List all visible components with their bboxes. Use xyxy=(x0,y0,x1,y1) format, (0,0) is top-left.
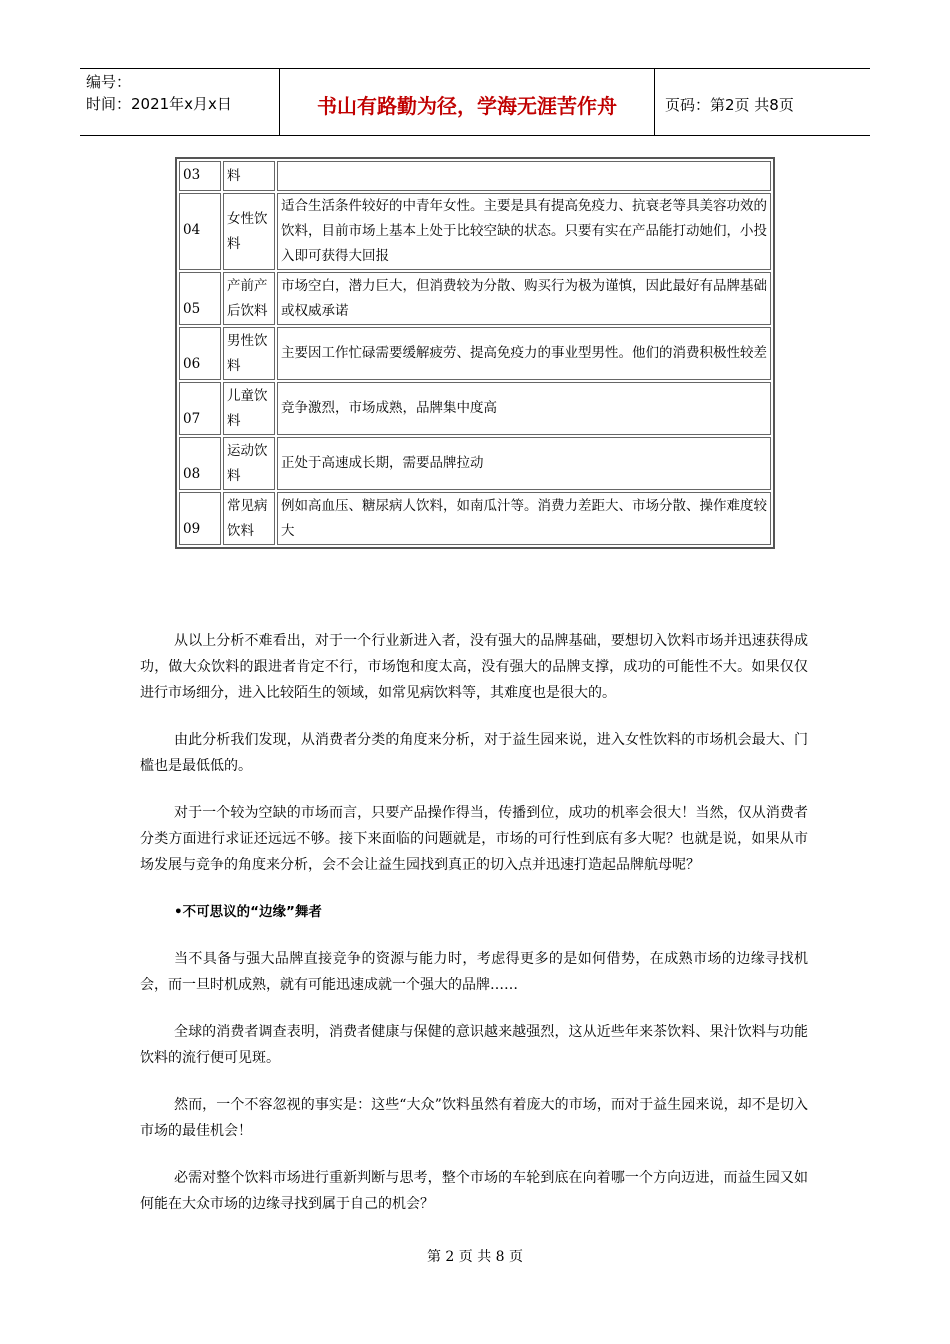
row-description xyxy=(277,161,771,191)
paragraph: 从以上分析不难看出，对于一个行业新进入者，没有强大的品牌基础，要想切入饮料市场并迅速获得成功，做大众饮料的跟进者肯定不行，市场饱和度太高，没有强大的品牌支撑，成功的可能性不大。如果仅仅进行市场细分，进入比较陌生的领域，如常见病饮料等，其难度也是很大的。 xyxy=(140,633,808,701)
table-row xyxy=(179,327,771,380)
table-row xyxy=(179,161,771,191)
segment-table xyxy=(175,157,775,549)
row-number: 04 xyxy=(179,193,221,270)
row-category: 男性饮料 xyxy=(223,327,275,380)
table-row xyxy=(179,492,771,545)
code-label: 编号： xyxy=(86,73,132,91)
row-category: 运动饮料 xyxy=(223,437,275,490)
row-number: 05 xyxy=(179,272,221,325)
paragraph: 由此分析我们发现，从消费者分类的角度来分析，对于益生园来说，进入女性饮料的市场机会最大、门槛也是最低低的。 xyxy=(140,732,808,774)
row-category: 女性饮料 xyxy=(223,193,275,270)
header-page-label: 页码：第2页 共8页 xyxy=(665,95,794,114)
row-description: 例如高血压、糖尿病人饮料，如南瓜汁等。消费力差距大、市场分散、操作难度较大 xyxy=(277,492,771,545)
row-number: 07 xyxy=(179,382,221,435)
row-number: 08 xyxy=(179,437,221,490)
row-category: 常见病饮料 xyxy=(223,492,275,545)
table-row xyxy=(179,382,771,435)
section-heading: •不可思议的“边缘”舞者 xyxy=(174,904,322,920)
row-category: 产前产后饮料 xyxy=(223,272,275,325)
date-label: 时间：2021年x月x日 xyxy=(86,95,232,113)
row-description: 竞争激烈，市场成熟，品牌集中度高 xyxy=(277,382,771,435)
paragraph: 对于一个较为空缺的市场而言，只要产品操作得当，传播到位，成功的机率会很大！当然，仅从消费者分类方面进行求证还远远不够。接下来面临的问题就是，市场的可行性到底有多大呢？也就是说，如果从市场发展与竞争的角度来分析，会不会让益生园找到真正的切入点并迅速打造起品牌航母呢？ xyxy=(140,805,808,873)
row-number: 06 xyxy=(179,327,221,380)
row-category: 料 xyxy=(223,161,275,191)
table-row xyxy=(179,193,771,270)
page-footer: 第 2 页 共 8 页 xyxy=(426,1249,524,1265)
table-row xyxy=(179,437,771,490)
paragraph: 当不具备与强大品牌直接竞争的资源与能力时，考虑得更多的是如何借势，在成熟市场的边缘寻找机会，而一旦时机成熟，就有可能迅速成就一个强大的品牌…… xyxy=(140,951,808,993)
row-number: 09 xyxy=(179,492,221,545)
row-description: 适合生活条件较好的中青年女性。主要是具有提高免疫力、抗衰老等具美容功效的饮料，目前市场上基本上处于比较空缺的状态。只要有实在产品能打动她们，小投入即可获得大回报 xyxy=(277,193,771,270)
header-motto: 书山有路勤为径，学海无涯苦作舟 xyxy=(280,69,655,135)
paragraph: 必需对整个饮料市场进行重新判断与思考，整个市场的车轮到底在向着哪一个方向迈进，而益生园又如何能在大众市场的边缘寻找到属于自己的机会？ xyxy=(140,1170,808,1212)
row-description: 主要因工作忙碌需要缓解疲劳、提高免疫力的事业型男性。他们的消费积极性较差 xyxy=(277,327,771,380)
paragraph: 全球的消费者调查表明，消费者健康与保健的意识越来越强烈，这从近些年来茶饮料、果汁饮料与功能饮料的流行便可见斑。 xyxy=(140,1024,808,1066)
body-text xyxy=(140,628,808,1238)
row-description: 市场空白，潜力巨大，但消费较为分散、购买行为极为谨慎，因此最好有品牌基础或权威承诺 xyxy=(277,272,771,325)
row-description: 正处于高速成长期，需要品牌拉动 xyxy=(277,437,771,490)
row-number: 03 xyxy=(179,161,221,191)
paragraph: 然而，一个不容忽视的事实是：这些“大众”饮料虽然有着庞大的市场，而对于益生园来说，却不是切入市场的最佳机会！ xyxy=(140,1097,808,1139)
header-meta xyxy=(80,69,280,135)
table-row xyxy=(179,272,771,325)
segment-table-wrapper xyxy=(175,157,775,549)
page-header xyxy=(80,68,870,136)
row-category: 儿童饮料 xyxy=(223,382,275,435)
